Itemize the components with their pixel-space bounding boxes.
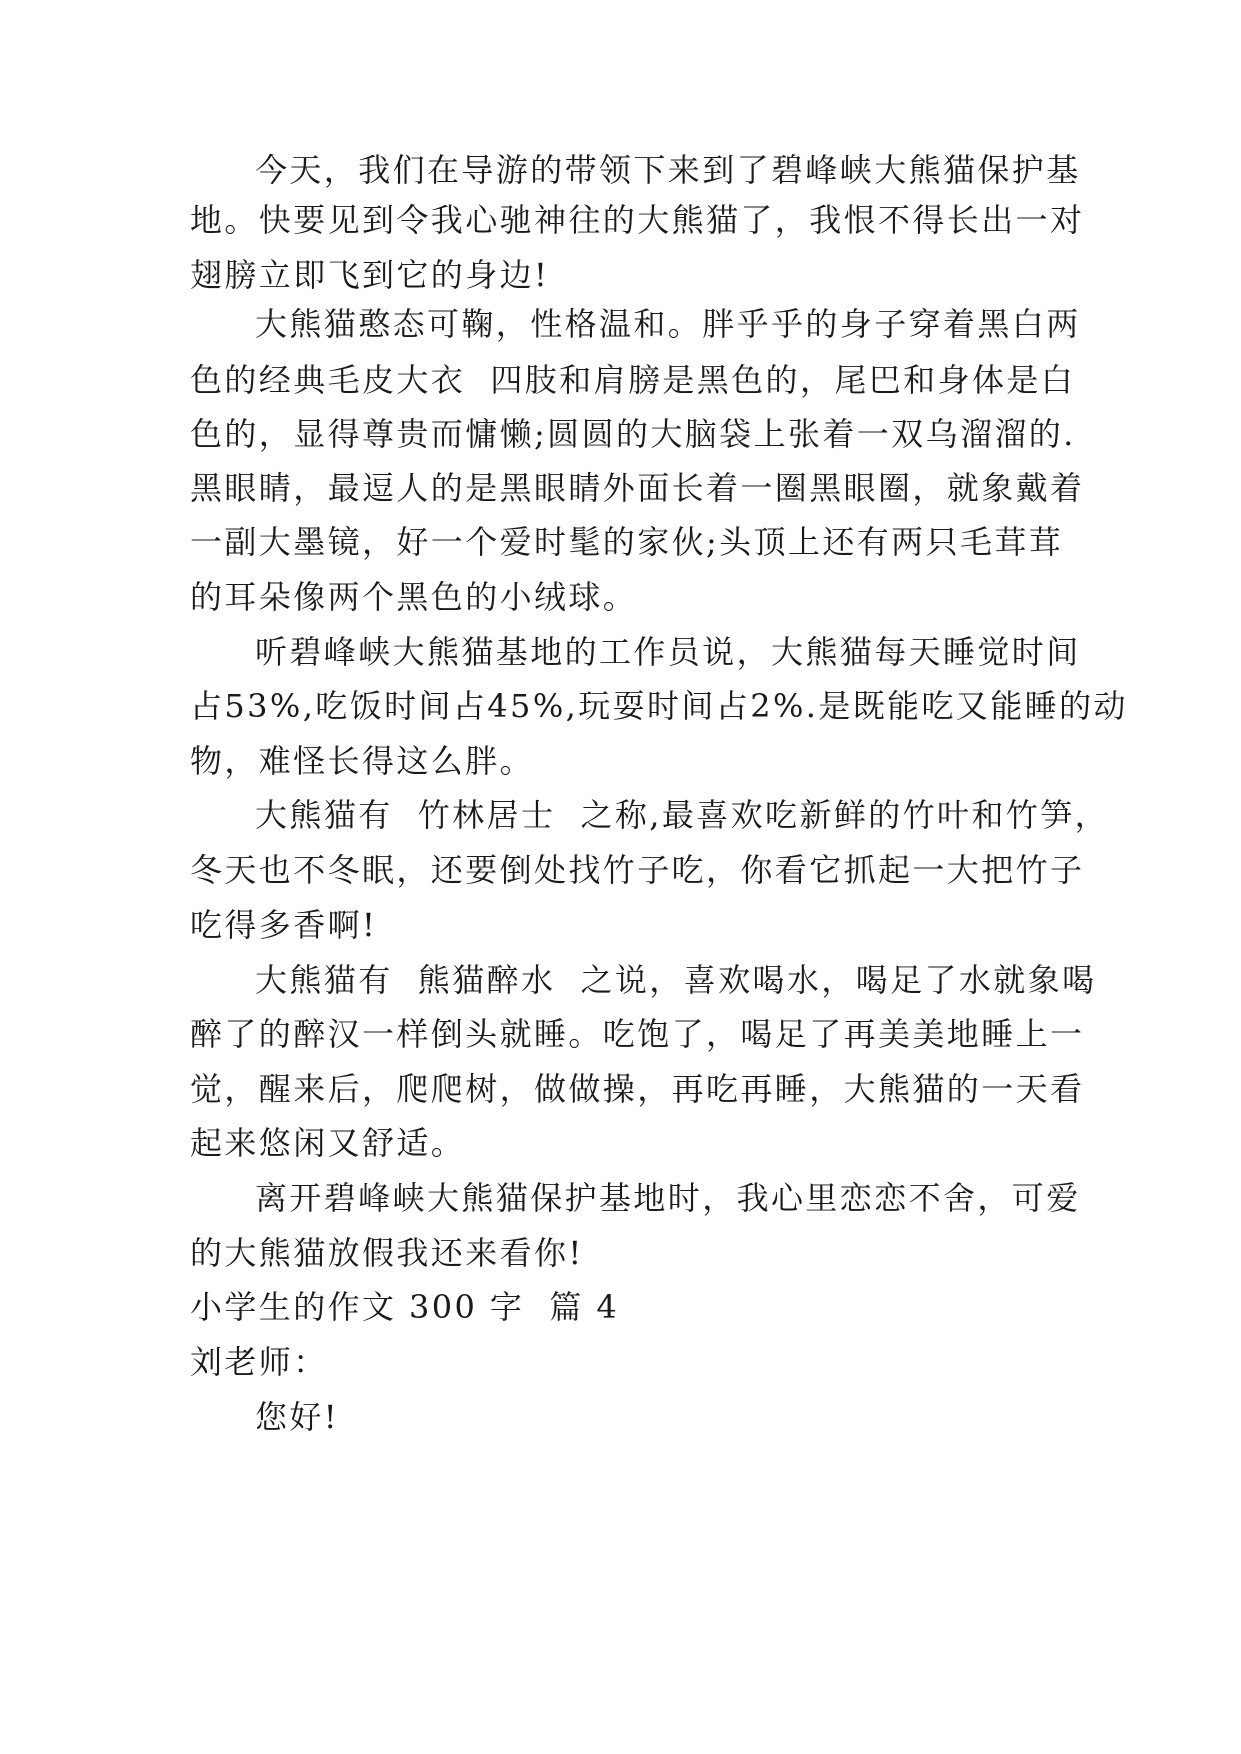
text-line: 色的，显得尊贵而慵懒;圆圆的大脑袋上张着一双乌溜溜的. bbox=[190, 415, 1076, 453]
text-line: 醉了的醉汉一样倒头就睡。吃饱了，喝足了再美美地睡上一 bbox=[190, 1015, 1085, 1053]
text-line: 听碧峰峡大熊猫基地的工作员说，大熊猫每天睡觉时间 bbox=[255, 633, 1081, 671]
text-line: 的大熊猫放假我还来看你! bbox=[190, 1234, 584, 1272]
text-line: 色的经典毛皮大衣 四肢和肩膀是黑色的，尾巴和身体是白 bbox=[190, 361, 1076, 399]
text-line: 吃得多香啊! bbox=[190, 906, 378, 944]
text-line: 起来悠闲又舒适。 bbox=[190, 1124, 466, 1162]
text-line: 大熊猫憨态可鞠，性格温和。胖乎乎的身子穿着黑白两 bbox=[255, 305, 1081, 343]
text-line: 离开碧峰峡大熊猫保护基地时，我心里恋恋不舍，可爱 bbox=[255, 1179, 1081, 1217]
text-line: 黑眼睛，最逗人的是黑眼睛外面长着一圈黑眼圈，就象戴着 bbox=[190, 469, 1085, 507]
text-line: 大熊猫有 竹林居士 之称,最喜欢吃新鲜的竹叶和竹笋， bbox=[255, 796, 1110, 834]
text-line: 大熊猫有 熊猫醉水 之说，喜欢喝水，喝足了水就象喝 bbox=[255, 961, 1097, 999]
text-line: 的耳朵像两个黑色的小绒球。 bbox=[190, 578, 638, 616]
text-line: 今天，我们在导游的带领下来到了碧峰峡大熊猫保护基 bbox=[255, 151, 1081, 189]
text-line: 冬天也不冬眠，还要倒处找竹子吃，你看它抓起一大把竹子 bbox=[190, 851, 1085, 889]
text-line: 一副大墨镜，好一个爱时髦的家伙;头顶上还有两只毛茸茸 bbox=[190, 523, 1064, 561]
letter-salutation: 刘老师： bbox=[190, 1343, 328, 1381]
text-line: 地。快要见到令我心驰神往的大熊猫了，我恨不得长出一对 bbox=[190, 201, 1085, 239]
text-line: 物，难怪长得这么胖。 bbox=[190, 742, 535, 780]
text-line: 觉，醒来后，爬爬树，做做操，再吃再睡，大熊猫的一天看 bbox=[190, 1070, 1085, 1108]
text-line: 翅膀立即飞到它的身边! bbox=[190, 256, 550, 294]
letter-greeting: 您好! bbox=[255, 1398, 340, 1436]
section-heading: 小学生的作文 300 字 篇 4 bbox=[190, 1288, 620, 1326]
text-line: 占53%,吃饭时间占45%,玩耍时间占2%.是既能吃又能睡的动 bbox=[190, 687, 1128, 725]
